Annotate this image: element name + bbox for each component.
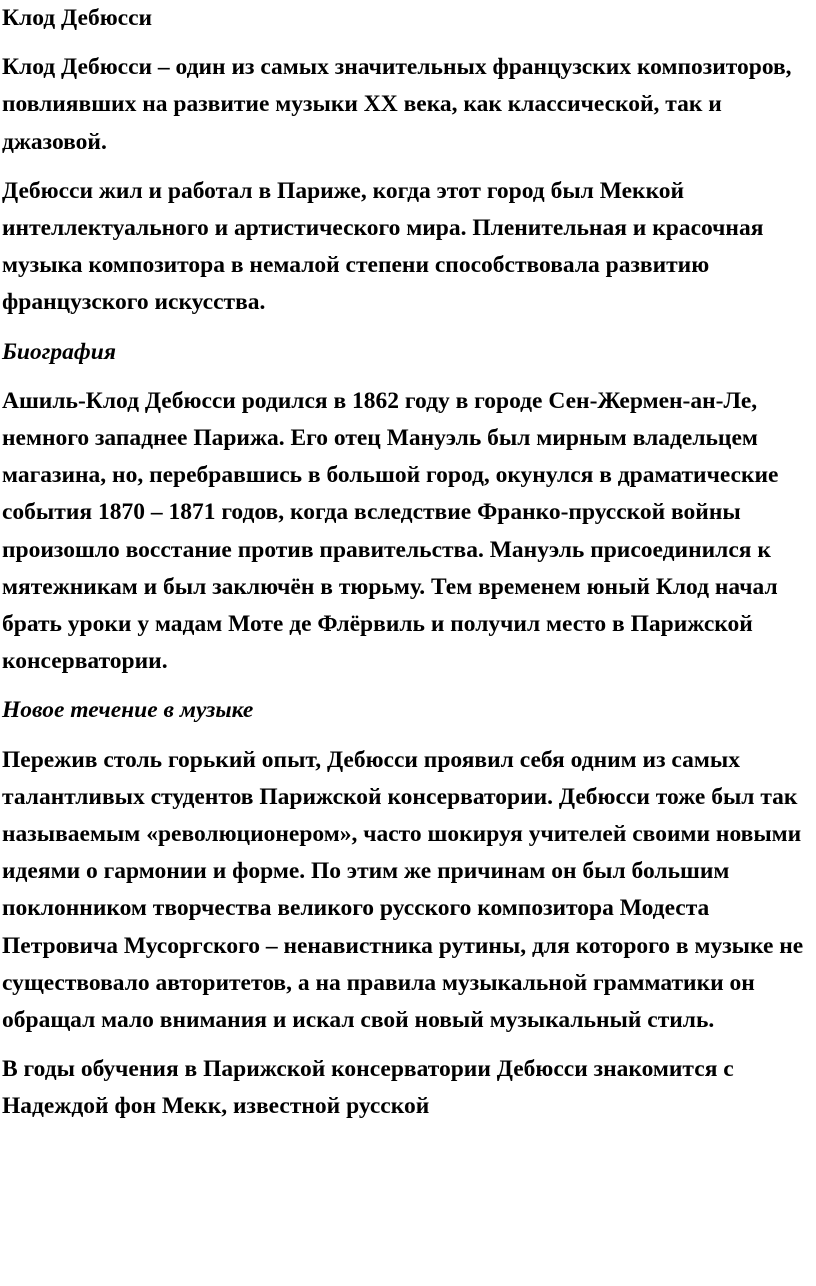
biography-paragraph: Ашиль-Клод Дебюсси родился в 1862 году в городе Сен-Жермен-ан-Ле, немного западнее Парижа. Его отец Мануэль был мирным владельцем магазина, но, перебравшись в большой город, окунулся в драматические события 1870 – 1871 годов, когда вследствие Франко-прусской войны произошло восстание против правительства. Мануэль присоединился к мятежникам и был заключён в тюрьму. Тем временем юный Клод начал брать уроки у мадам Моте де Флёрвиль и получил место в Парижской консерватории. — [2, 387, 779, 675]
biography-heading: Биография — [2, 338, 116, 365]
new-trend-paragraph-1: Пережив столь горький опыт, Дебюсси проявил себя одним из самых талантливых студентов Парижской консерватории. Дебюсси тоже был так называемым «революционером», часто шокируя учителей своими новыми идеями о гармонии и форме. По этим же причинам он был большим поклонником творчества великого русского композитора Модеста Петровича Мусоргского – ненавистника рутины, для которого в музыке не существовало авторитетов, а на правила музыкальной грамматики он обращал мало внимания и искал свой новый музыкальный стиль. — [2, 746, 804, 1034]
new-trend-heading: Новое течение в музыке — [2, 697, 254, 724]
document-title: Клод Дебюсси — [2, 5, 153, 31]
intro-paragraph-2: Дебюсси жил и работал в Париже, когда этот город был Меккой интеллектуального и артистического мира. Пленительная и красочная музыка композитора в немалой степени способствовала развитию французского искусства. — [2, 177, 764, 316]
intro-paragraph-1: Клод Дебюсси – один из самых значительных французских композиторов, повлиявших на развитие музыки ХХ века, как классической, так и джазовой. — [2, 54, 792, 155]
new-trend-paragraph-2: В годы обучения в Парижской консерватории Дебюсси знакомится с Надеждой фон Мекк, известной русской — [2, 1056, 734, 1120]
